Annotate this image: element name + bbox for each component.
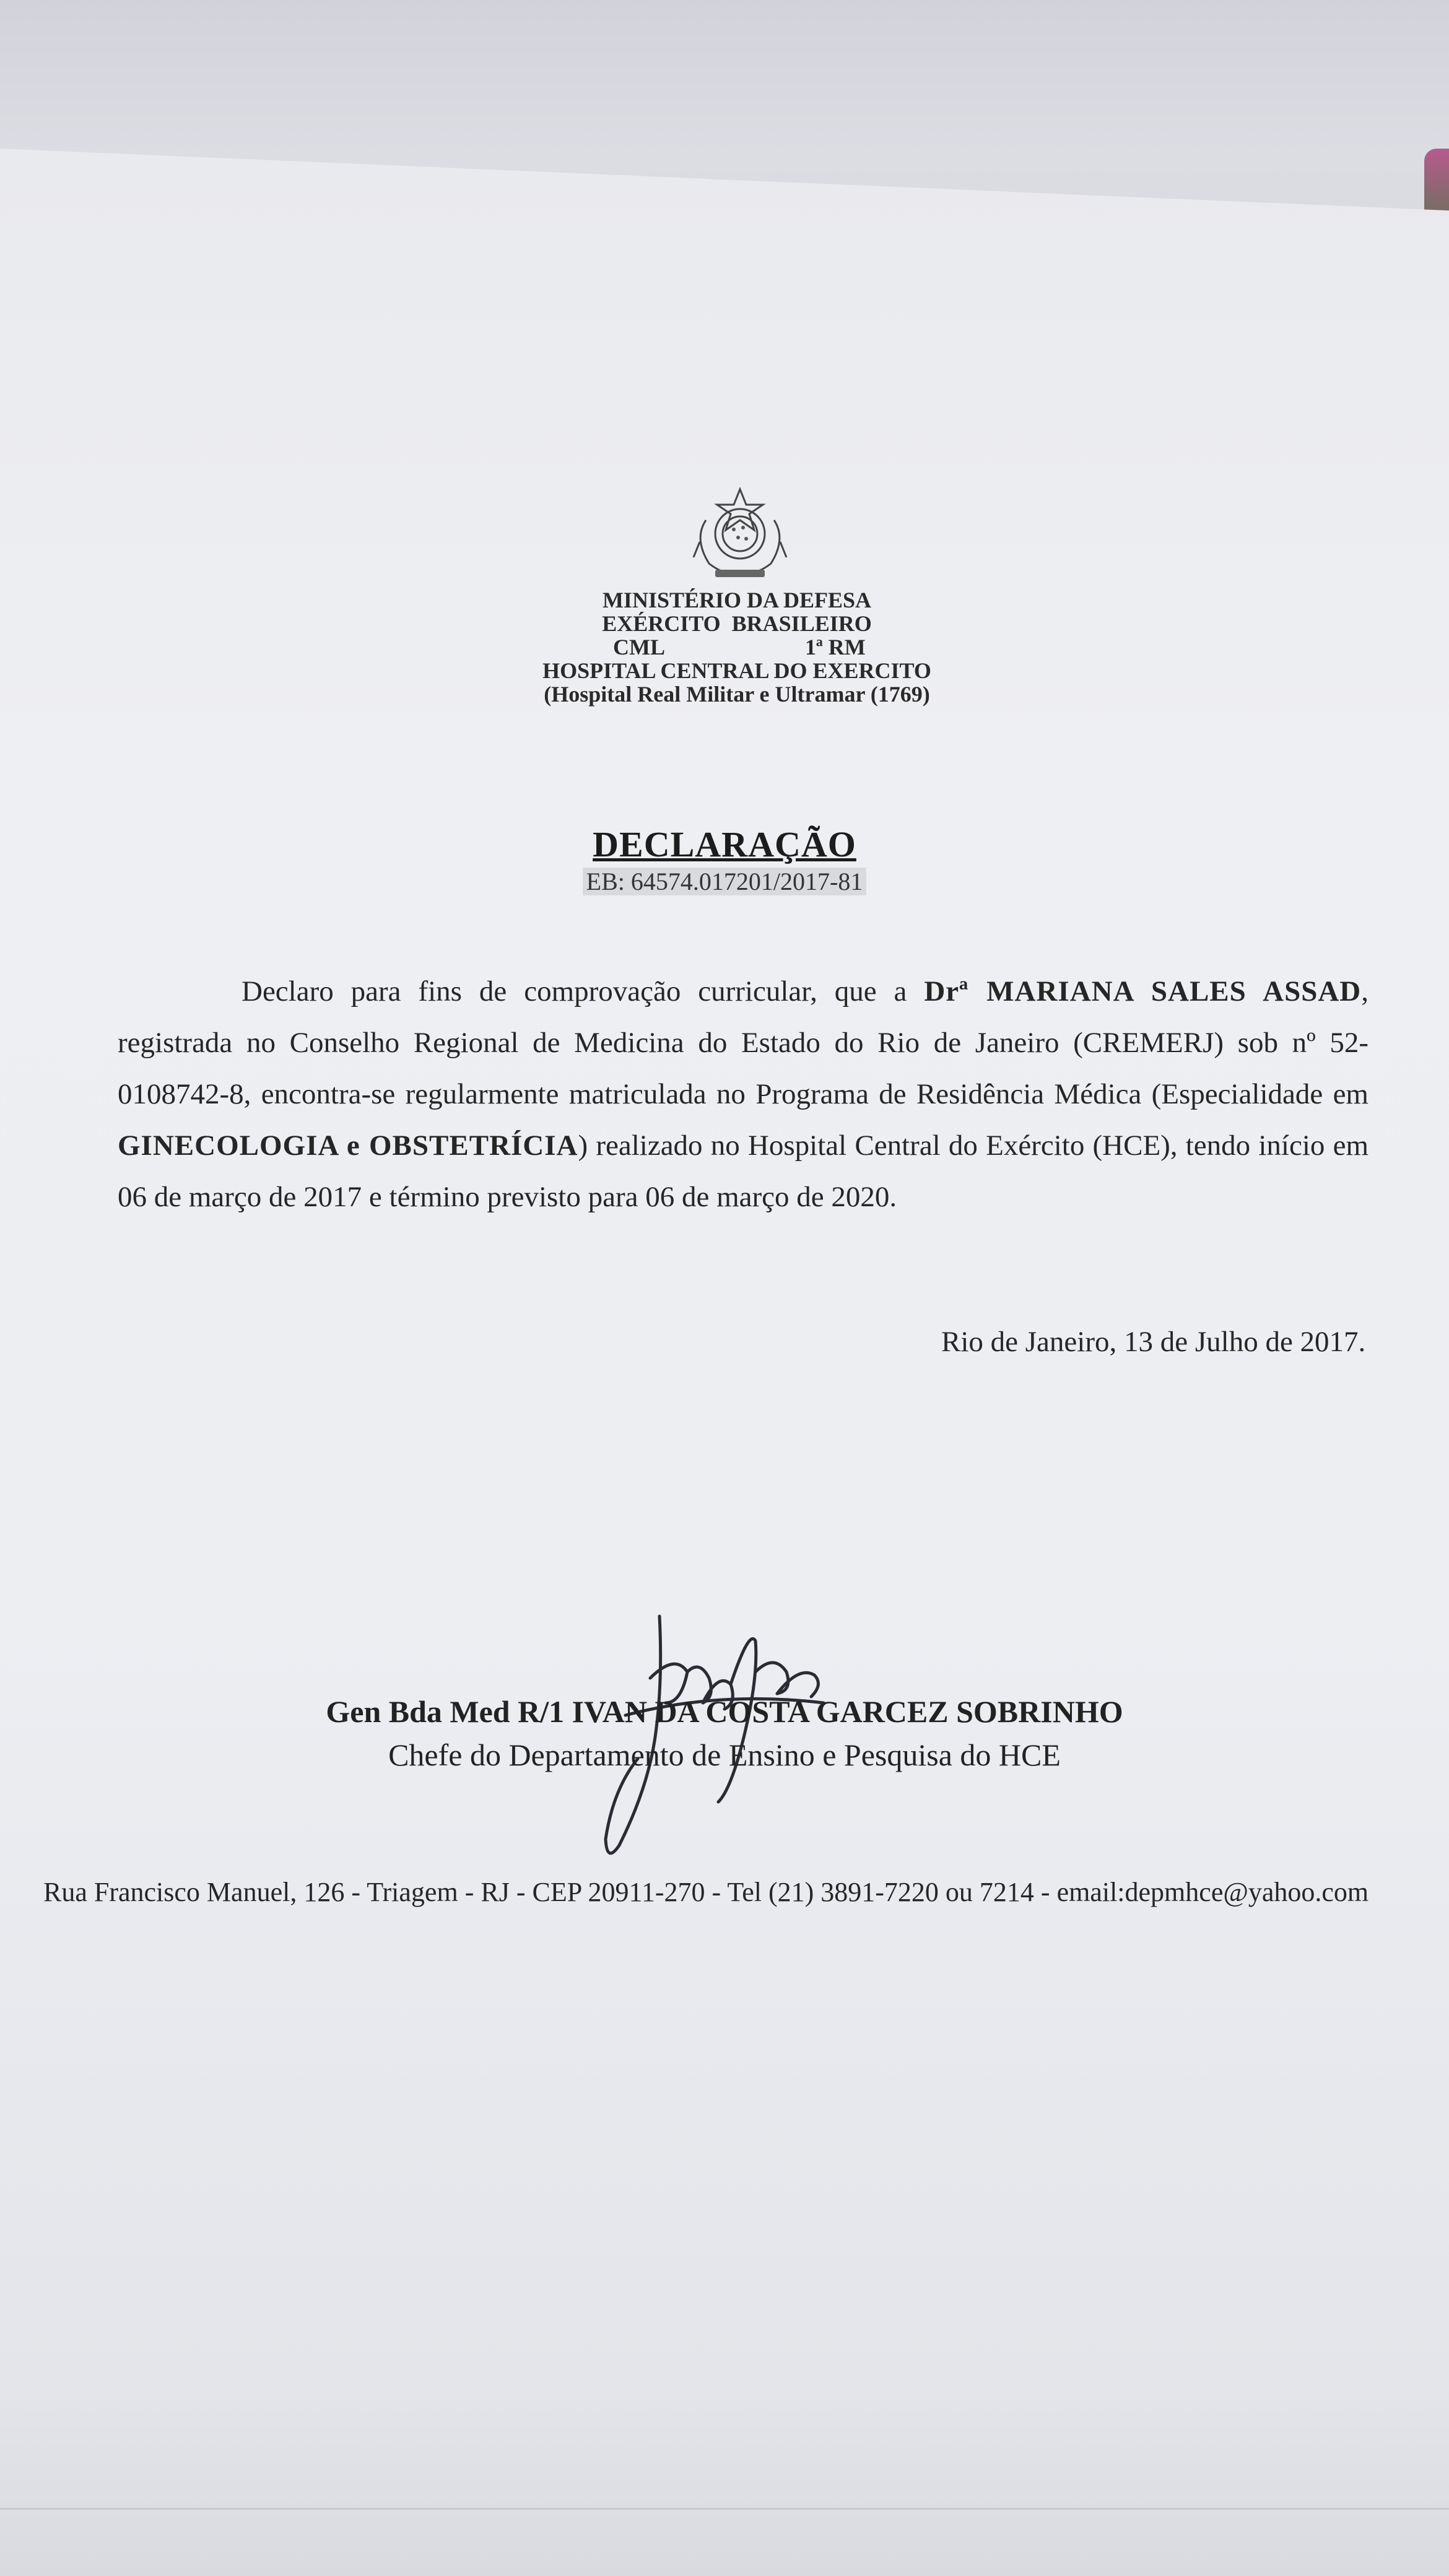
body-intro: Declaro para fins de comprovação curricular, que a [242,975,925,1007]
signatory-role: Chefe do Departamento de Ensino e Pesquisa do HCE [388,1738,1061,1772]
body-registration: , registrada no Conselho Regional de Medicina do Estado do Rio de Janeiro (CREMERJ) sob nº 52-0108742-8, encontra-se regularmente matriculada no Programa de Residência Médica (Especialidade em [118,975,1368,1110]
letterhead-cml: CML [613,635,665,659]
letterhead-region-row [508,635,966,659]
declaration-body [118,966,1368,1223]
specialty-name: GINECOLOGIA e OBSTETRÍCIA [118,1129,578,1162]
document-reference [0,867,1449,896]
signatory-name: Gen Bda Med R/1 IVAN DA COSTA GARCEZ SOBRINHO [326,1694,1123,1729]
letterhead-hospital: HOSPITAL CENTRAL DO EXERCITO [542,658,931,683]
letterhead-region: 1ª RM [805,635,866,659]
letterhead-army: EXÉRCITO BRASILEIRO [602,611,872,636]
letterhead-hospital-subtitle: (Hospital Real Militar e Ultramar (1769) [544,682,930,707]
document-title: DECLARAÇÃO [593,824,856,864]
reference-number: EB: 64574.017201/2017-81 [583,868,867,895]
footer-address: Rua Francisco Manuel, 126 - Triagem - RJ - CEP 20911-270 - Tel (21) 3891-7220 ou 7214 - email:depmhce@yahoo.com [43,1877,1369,1907]
body-conclusion: ) realizado no Hospital Central do Exército (HCE), tendo início em 06 de março de 2017 e término previsto para 06 de março de 2020. [118,1129,1369,1213]
letterhead [508,588,966,706]
document-date: Rio de Janeiro, 13 de Julho de 2017. [941,1326,1366,1358]
doctor-name: Drª MARIANA SALES ASSAD [924,975,1362,1007]
paper-fold [0,2508,1449,2510]
handwritten-signature [533,1604,867,1864]
coat-of-arms-icon [681,483,799,588]
letterhead-ministry: MINISTÉRIO DA DEFESA [602,588,872,612]
